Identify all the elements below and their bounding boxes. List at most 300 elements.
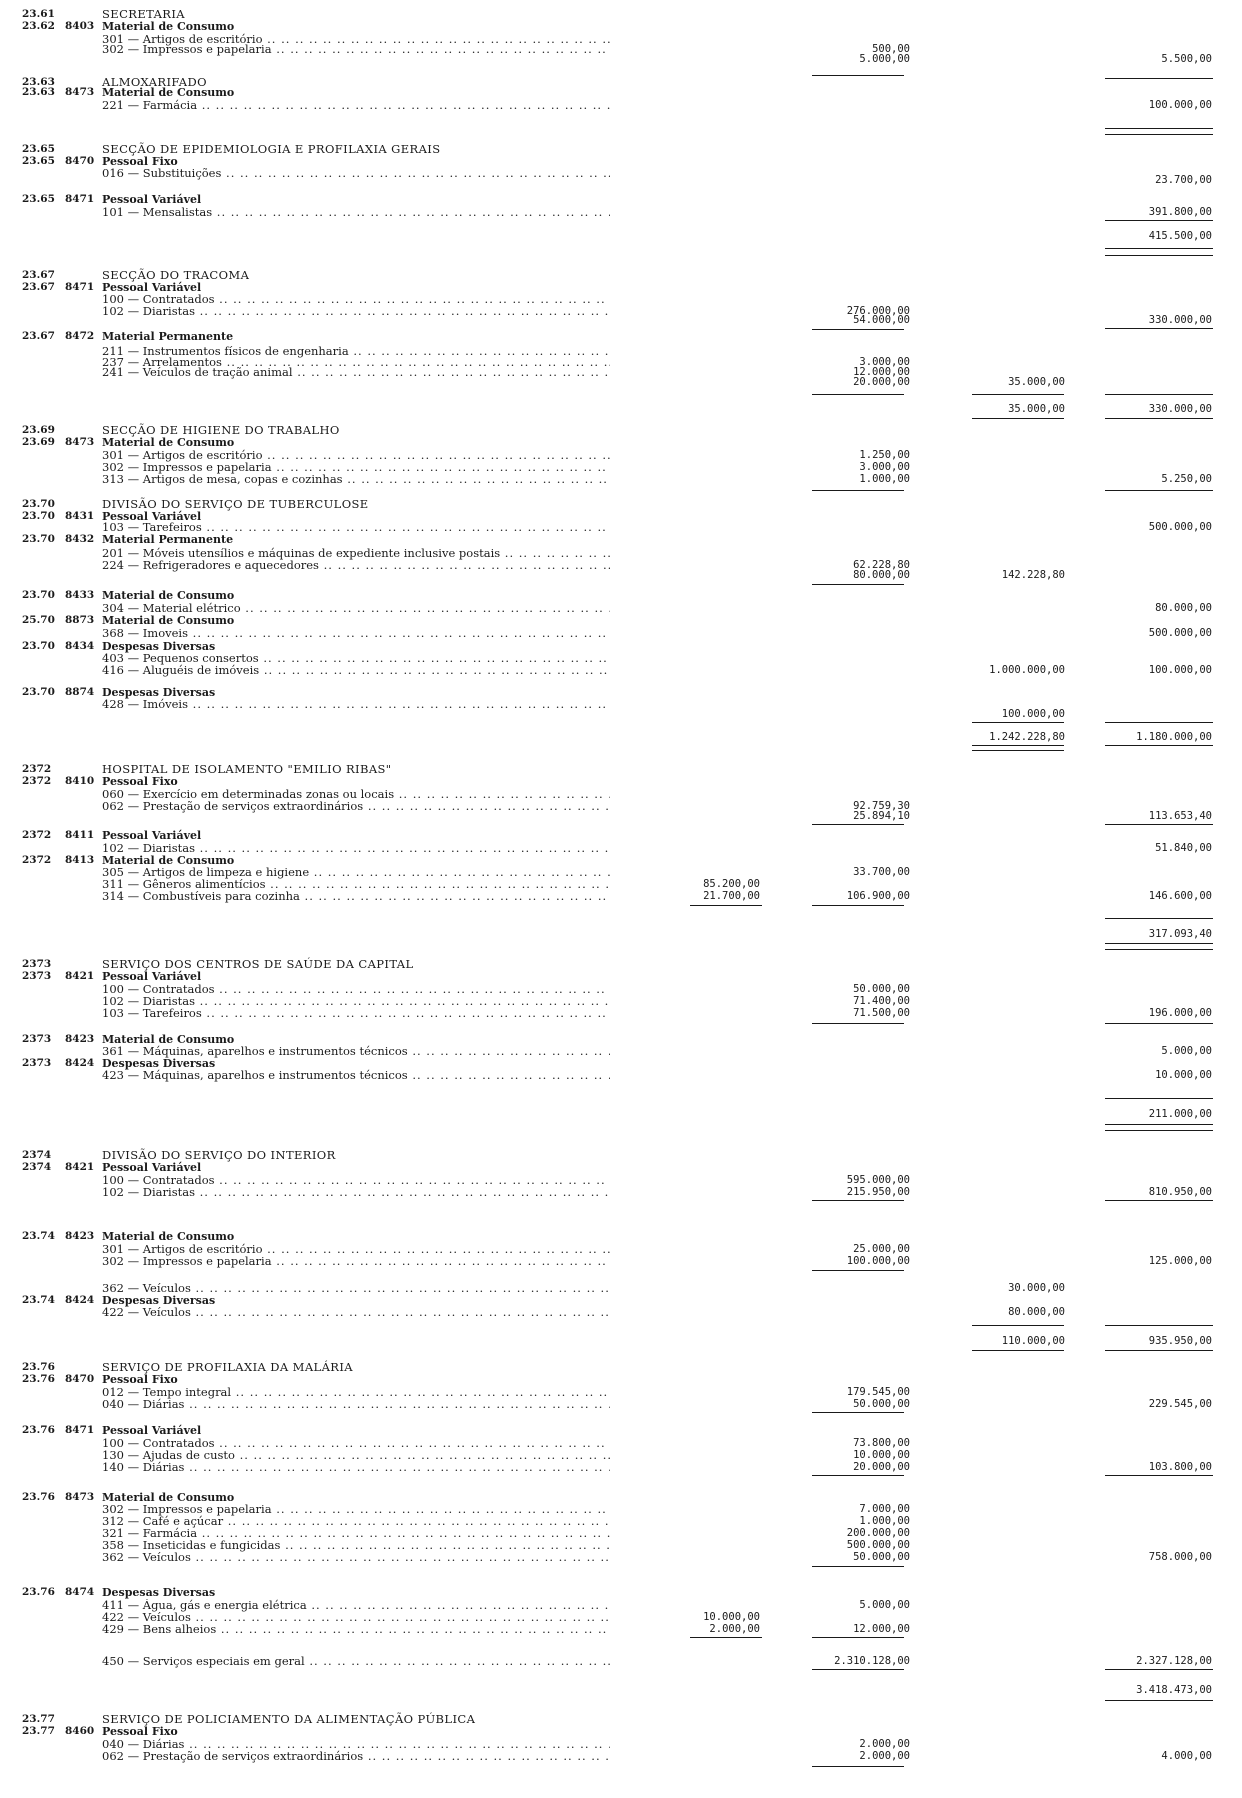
item-amount: 2.310.128,00 xyxy=(834,1655,910,1667)
section-title: SECRETARIA xyxy=(102,7,185,21)
line-item: 302 — Impressos e papelaria .. .. xyxy=(102,1255,610,1268)
item-amount: 500.000,00 xyxy=(846,1539,910,1551)
line-item: 304 — Material elétrico .. .. xyxy=(102,602,610,615)
element-code: 8413 xyxy=(65,854,95,866)
ledger-row xyxy=(0,99,1242,112)
ledger-row xyxy=(0,664,1242,677)
line-item: 428 — Imóveis .. .. xyxy=(102,698,610,711)
section-code: 23.65 xyxy=(22,143,55,155)
section-title: SECÇÃO DE EPIDEMIOLOGIA E PROFILAXIA GERAIS xyxy=(102,142,441,156)
section-code: 23.77 xyxy=(22,1725,55,1737)
line-item: 302 — Impressos e papelaria .. .. xyxy=(102,43,610,56)
ledger-row xyxy=(0,1255,1242,1268)
group-amount: 35.000,00 xyxy=(1008,403,1065,415)
category-heading: Material Permanente xyxy=(102,330,234,343)
section-title: SERVIÇO DOS CENTROS DE SAÚDE DA CAPITAL xyxy=(102,957,414,971)
total-amount: 5.000,00 xyxy=(1161,1045,1212,1057)
section-code: 23.70 xyxy=(22,498,55,510)
line-item: 102 — Diaristas .. .. xyxy=(102,995,610,1008)
section-code: 23.62 xyxy=(22,20,55,32)
line-item: 403 — Pequenos consertos .. .. xyxy=(102,652,610,665)
element-code: 8474 xyxy=(65,1586,95,1598)
category-heading: Material de Consumo xyxy=(102,1230,235,1243)
item-amount: 200.000,00 xyxy=(846,1527,910,1539)
category-heading: Pessoal Variável xyxy=(102,510,202,523)
group-amount: 80.000,00 xyxy=(1008,1306,1065,1318)
total-rule xyxy=(1105,1200,1213,1201)
ledger-row xyxy=(0,403,1242,416)
line-item: 314 — Combustíveis para cozinha .. .. xyxy=(102,890,610,903)
group-amount: 30.000,00 xyxy=(1008,1282,1065,1294)
item-amount: 3.000,00 xyxy=(859,461,910,473)
total-amount: 80.000,00 xyxy=(1155,602,1212,614)
line-item: 362 — Veículos .. .. xyxy=(102,1282,610,1295)
line-item: 301 — Artigos de escritório .. .. xyxy=(102,33,610,46)
ledger-row xyxy=(0,376,1242,389)
line-item: 103 — Tarefeiros .. .. xyxy=(102,1007,610,1020)
total-amount: 317.093,40 xyxy=(1148,928,1212,940)
total-rule xyxy=(812,329,904,330)
line-item: 062 — Prestação de serviços extraordinários .. .. xyxy=(102,1750,610,1763)
ledger-row xyxy=(0,589,1242,602)
section-code: 23.63 xyxy=(22,86,55,98)
ledger-row xyxy=(0,53,1242,66)
total-amount: 23.700,00 xyxy=(1155,174,1212,186)
section-code: 2373 xyxy=(22,1033,52,1045)
ledger-row xyxy=(0,1684,1242,1697)
item-amount: 71.500,00 xyxy=(853,1007,910,1019)
element-code: 8473 xyxy=(65,1491,95,1503)
line-item: 101 — Mensalistas .. .. xyxy=(102,206,610,219)
item-amount: 25.894,10 xyxy=(853,810,910,822)
line-item: 301 — Artigos de escritório .. .. xyxy=(102,1243,610,1256)
total-rule xyxy=(1105,134,1213,135)
line-item: 040 — Diárias .. .. xyxy=(102,1738,610,1751)
section-code: 23.76 xyxy=(22,1491,55,1503)
total-rule xyxy=(812,1023,904,1024)
element-code: 8411 xyxy=(65,829,95,841)
section-title: ALMOXARIFADO xyxy=(102,75,207,89)
element-code: 8432 xyxy=(65,533,95,545)
category-heading: Material de Consumo xyxy=(102,436,235,449)
item-amount: 5.000,00 xyxy=(859,1599,910,1611)
total-rule xyxy=(1105,1124,1213,1125)
total-amount: 758.000,00 xyxy=(1148,1551,1212,1563)
category-heading: Pessoal Variável xyxy=(102,1161,202,1174)
ledger-row xyxy=(0,731,1242,744)
item-amount: 2.000,00 xyxy=(859,1750,910,1762)
total-rule xyxy=(972,1325,1064,1326)
total-rule xyxy=(812,1475,904,1476)
section-code: 23.70 xyxy=(22,686,55,698)
line-item: 211 — Instrumentos físicos de engenharia .. .. xyxy=(102,345,610,358)
total-rule xyxy=(812,584,904,585)
total-rule xyxy=(1105,394,1213,395)
item-amount: 73.800,00 xyxy=(853,1437,910,1449)
section-title: HOSPITAL DE ISOLAMENTO "EMILIO RIBAS" xyxy=(102,762,392,776)
total-rule xyxy=(1105,220,1213,221)
group-amount: 1.242.228,80 xyxy=(989,731,1065,743)
total-rule xyxy=(1105,1023,1213,1024)
item-amount: 100.000,00 xyxy=(846,1255,910,1267)
total-amount: 500.000,00 xyxy=(1148,627,1212,639)
group-amount: 142.228,80 xyxy=(1001,569,1065,581)
line-item: 130 — Ajudas de custo .. .. xyxy=(102,1449,610,1462)
section-code: 23.76 xyxy=(22,1361,55,1373)
element-code: 8431 xyxy=(65,510,95,522)
category-heading: Despesas Diversas xyxy=(102,1294,216,1307)
category-heading: Despesas Diversas xyxy=(102,686,216,699)
total-rule xyxy=(1105,418,1213,419)
line-item: 102 — Diaristas .. .. xyxy=(102,842,610,855)
ledger-row xyxy=(0,230,1242,243)
line-item: 060 — Exercício em determinadas zonas ou locais .. .. xyxy=(102,788,610,801)
group-amount: 110.000,00 xyxy=(1001,1335,1065,1347)
element-code: 8423 xyxy=(65,1230,95,1242)
element-code: 8471 xyxy=(65,193,95,205)
item-amount: 50.000,00 xyxy=(853,983,910,995)
section-code: 23.70 xyxy=(22,510,55,522)
total-rule xyxy=(812,905,904,906)
section-code: 23.65 xyxy=(22,155,55,167)
total-rule xyxy=(812,1766,904,1767)
ledger-row xyxy=(0,473,1242,486)
category-heading: Pessoal Fixo xyxy=(102,155,178,168)
ledger-row xyxy=(0,206,1242,219)
section-code: 23.74 xyxy=(22,1294,55,1306)
item-amount: 10.000,00 xyxy=(853,1449,910,1461)
category-heading: Material Permanente xyxy=(102,533,234,546)
line-item: 368 — Imoveis .. .. xyxy=(102,627,610,640)
total-rule xyxy=(1105,328,1213,329)
element-code: 8471 xyxy=(65,1424,95,1436)
total-amount: 51.840,00 xyxy=(1155,842,1212,854)
ledger-row xyxy=(0,1108,1242,1121)
item-amount: 12.000,00 xyxy=(853,1623,910,1635)
section-code: 2374 xyxy=(22,1161,52,1173)
item-amount: 50.000,00 xyxy=(853,1398,910,1410)
ledger-row xyxy=(0,1655,1242,1668)
ledger-row xyxy=(0,829,1242,842)
sub-amount: 10.000,00 xyxy=(703,1611,760,1623)
total-rule xyxy=(1105,1130,1213,1131)
category-heading: Material de Consumo xyxy=(102,1033,235,1046)
line-item: 237 — Arrelamentos .. .. xyxy=(102,356,610,369)
total-rule xyxy=(1105,745,1213,746)
item-amount: 50.000,00 xyxy=(853,1551,910,1563)
line-item: 100 — Contratados .. .. xyxy=(102,983,610,996)
item-amount: 5.000,00 xyxy=(859,53,910,65)
element-code: 8403 xyxy=(65,20,95,32)
category-heading: Material de Consumo xyxy=(102,86,235,99)
line-item: 321 — Farmácia .. .. xyxy=(102,1527,610,1540)
total-amount: 330.000,00 xyxy=(1148,403,1212,415)
category-heading: Pessoal Variável xyxy=(102,829,202,842)
item-amount: 215.950,00 xyxy=(846,1186,910,1198)
ledger-row xyxy=(0,1186,1242,1199)
ledger-row xyxy=(0,1007,1242,1020)
line-item: 040 — Diárias .. .. xyxy=(102,1398,610,1411)
total-amount: 100.000,00 xyxy=(1148,664,1212,676)
item-amount: 1.250,00 xyxy=(859,449,910,461)
ledger-row xyxy=(0,1373,1242,1386)
total-rule xyxy=(812,1566,904,1567)
total-rule xyxy=(812,1669,904,1670)
total-amount: 5.250,00 xyxy=(1161,473,1212,485)
item-amount: 80.000,00 xyxy=(853,569,910,581)
total-rule xyxy=(972,394,1064,395)
total-amount: 391.800,00 xyxy=(1148,206,1212,218)
line-item: 312 — Café e açúcar .. .. xyxy=(102,1515,610,1528)
section-code: 2372 xyxy=(22,829,52,841)
element-code: 8874 xyxy=(65,686,95,698)
ledger-row xyxy=(0,1335,1242,1348)
total-amount: 100.000,00 xyxy=(1148,99,1212,111)
total-rule xyxy=(812,1412,904,1413)
category-heading: Pessoal Fixo xyxy=(102,1725,178,1738)
total-rule xyxy=(1105,1325,1213,1326)
section-code: 2373 xyxy=(22,970,52,982)
total-amount: 103.800,00 xyxy=(1148,1461,1212,1473)
section-code: 2372 xyxy=(22,775,52,787)
ledger-row xyxy=(0,890,1242,903)
ledger-row xyxy=(0,1586,1242,1599)
section-code: 23.76 xyxy=(22,1586,55,1598)
section-code: 23.77 xyxy=(22,1713,55,1725)
ledger-row xyxy=(0,970,1242,983)
group-amount: 100.000,00 xyxy=(1001,708,1065,720)
element-code: 8460 xyxy=(65,1725,95,1737)
section-code: 2374 xyxy=(22,1149,52,1161)
line-item: 016 — Substituições .. .. xyxy=(102,167,610,180)
element-code: 8471 xyxy=(65,281,95,293)
total-amount: 211.000,00 xyxy=(1148,1108,1212,1120)
line-item: 450 — Serviços especiais em geral .. .. xyxy=(102,1655,610,1668)
line-item: 361 — Máquinas, aparelhos e instrumentos técnicos .. .. xyxy=(102,1045,610,1058)
item-amount: 20.000,00 xyxy=(853,376,910,388)
section-code: 23.63 xyxy=(22,76,55,88)
item-amount: 500,00 xyxy=(872,43,910,55)
line-item: 305 — Artigos de limpeza e higiene .. .. xyxy=(102,866,610,879)
element-code: 8470 xyxy=(65,1373,95,1385)
item-amount: 106.900,00 xyxy=(846,890,910,902)
line-item: 100 — Contratados .. .. xyxy=(102,1437,610,1450)
ledger-row xyxy=(0,614,1242,627)
item-amount: 25.000,00 xyxy=(853,1243,910,1255)
total-amount: 146.600,00 xyxy=(1148,890,1212,902)
ledger-row xyxy=(0,86,1242,99)
line-item: 224 — Refrigeradores e aquecedores .. .. xyxy=(102,559,610,572)
total-amount: 330.000,00 xyxy=(1148,314,1212,326)
total-rule xyxy=(1105,1669,1213,1670)
sub-amount: 21.700,00 xyxy=(703,890,760,902)
total-rule xyxy=(972,722,1064,723)
element-code: 8423 xyxy=(65,1033,95,1045)
category-heading: Material de Consumo xyxy=(102,589,235,602)
ledger-row xyxy=(0,810,1242,823)
item-amount: 1.000,00 xyxy=(859,473,910,485)
category-heading: Pessoal Variável xyxy=(102,970,202,983)
ledger-row xyxy=(0,174,1242,187)
section-code: 2372 xyxy=(22,763,52,775)
line-item: 062 — Prestação de serviços extraordinários .. .. xyxy=(102,800,610,813)
item-amount: 54.000,00 xyxy=(853,314,910,326)
total-rule xyxy=(972,750,1064,751)
section-code: 25.70 xyxy=(22,614,55,626)
total-amount: 3.418.473,00 xyxy=(1136,1684,1212,1696)
line-item: 102 — Diaristas .. .. xyxy=(102,1186,610,1199)
total-rule xyxy=(972,418,1064,419)
total-amount: 5.500,00 xyxy=(1161,53,1212,65)
sub-amount: 85.200,00 xyxy=(703,878,760,890)
element-code: 8421 xyxy=(65,1161,95,1173)
section-title: SERVIÇO DE POLICIAMENTO DA ALIMENTAÇÃO PÚBLICA xyxy=(102,1712,476,1726)
total-amount: 4.000,00 xyxy=(1161,1750,1212,1762)
section-code: 2373 xyxy=(22,1057,52,1069)
total-rule xyxy=(812,394,904,395)
line-item: 302 — Impressos e papelaria .. .. xyxy=(102,461,610,474)
category-heading: Despesas Diversas xyxy=(102,1057,216,1070)
total-rule xyxy=(812,1270,904,1271)
element-code: 8473 xyxy=(65,86,95,98)
ledger-row xyxy=(0,1725,1242,1738)
ledger-row xyxy=(0,928,1242,941)
ledger-row xyxy=(0,1069,1242,1082)
total-amount: 2.327.128,00 xyxy=(1136,1655,1212,1667)
element-code: 8472 xyxy=(65,330,95,342)
ledger-row xyxy=(0,1461,1242,1474)
element-code: 8421 xyxy=(65,970,95,982)
total-amount: 500.000,00 xyxy=(1148,521,1212,533)
line-item: 362 — Veículos .. .. xyxy=(102,1551,610,1564)
section-code: 23.76 xyxy=(22,1424,55,1436)
category-heading: Pessoal Fixo xyxy=(102,1373,178,1386)
line-item: 422 — Veículos .. .. xyxy=(102,1611,610,1624)
line-item: 201 — Móveis utensílios e máquinas de expediente inclusive postais .. .. xyxy=(102,547,610,560)
section-title: SECÇÃO DO TRACOMA xyxy=(102,268,250,282)
line-item: 241 — Veículos de tração animal .. .. xyxy=(102,366,610,379)
ledger-row xyxy=(0,193,1242,206)
section-code: 23.67 xyxy=(22,330,55,342)
category-heading: Pessoal Variável xyxy=(102,193,202,206)
element-code: 8424 xyxy=(65,1294,95,1306)
total-amount: 415.500,00 xyxy=(1148,230,1212,242)
total-amount: 113.653,40 xyxy=(1148,810,1212,822)
section-title: DIVISÃO DO SERVIÇO DO INTERIOR xyxy=(102,1148,336,1162)
ledger-row xyxy=(0,775,1242,788)
total-rule xyxy=(1105,78,1213,79)
section-code: 23.61 xyxy=(22,8,55,20)
total-rule xyxy=(1105,1475,1213,1476)
total-rule xyxy=(812,1200,904,1201)
section-code: 23.76 xyxy=(22,1373,55,1385)
group-amount: 1.000.000,00 xyxy=(989,664,1065,676)
category-heading: Material de Consumo xyxy=(102,614,235,627)
total-rule xyxy=(1105,1350,1213,1351)
section-code: 2373 xyxy=(22,958,52,970)
line-item: 140 — Diárias .. .. xyxy=(102,1461,610,1474)
total-rule xyxy=(1105,1700,1213,1701)
section-code: 23.69 xyxy=(22,436,55,448)
section-code: 23.70 xyxy=(22,533,55,545)
item-amount: 33.700,00 xyxy=(853,866,910,878)
section-code: 23.65 xyxy=(22,193,55,205)
ledger-row xyxy=(0,627,1242,640)
line-item: 411 — Água, gás e energia elétrica .. .. xyxy=(102,1599,610,1612)
line-item: 100 — Contratados .. .. xyxy=(102,1174,610,1187)
ledger-row xyxy=(0,436,1242,449)
total-rule xyxy=(972,745,1064,746)
ledger-row xyxy=(0,1306,1242,1319)
item-amount: 1.000,00 xyxy=(859,1515,910,1527)
category-heading: Material de Consumo xyxy=(102,20,235,33)
category-heading: Despesas Diversas xyxy=(102,640,216,653)
total-amount: 125.000,00 xyxy=(1148,1255,1212,1267)
line-item: 012 — Tempo integral .. .. xyxy=(102,1386,610,1399)
section-code: 23.70 xyxy=(22,589,55,601)
item-amount: 62.228,80 xyxy=(853,559,910,571)
total-amount: 1.180.000,00 xyxy=(1136,731,1212,743)
section-code: 23.74 xyxy=(22,1230,55,1242)
line-item: 416 — Aluguéis de imóveis .. .. xyxy=(102,664,610,677)
ledger-row xyxy=(0,1750,1242,1763)
item-amount: 595.000,00 xyxy=(846,1174,910,1186)
section-code: 23.69 xyxy=(22,424,55,436)
element-code: 8873 xyxy=(65,614,95,626)
section-code: 23.67 xyxy=(22,269,55,281)
line-item: 422 — Veículos .. .. xyxy=(102,1306,610,1319)
total-rule xyxy=(1105,943,1213,944)
line-item: 103 — Tarefeiros .. .. xyxy=(102,521,610,534)
total-amount: 935.950,00 xyxy=(1148,1335,1212,1347)
line-item: 313 — Artigos de mesa, copas e cozinhas .. .. xyxy=(102,473,610,486)
ledger-row xyxy=(0,1623,1242,1636)
section-code: 2372 xyxy=(22,854,52,866)
ledger-row xyxy=(0,533,1242,546)
total-amount: 196.000,00 xyxy=(1148,1007,1212,1019)
line-item: 301 — Artigos de escritório .. .. xyxy=(102,449,610,462)
total-rule xyxy=(1105,824,1213,825)
line-item: 358 — Inseticidas e fungicidas .. .. xyxy=(102,1539,610,1552)
total-rule xyxy=(690,905,762,906)
total-amount: 10.000,00 xyxy=(1155,1069,1212,1081)
ledger-row xyxy=(0,708,1242,721)
line-item: 311 — Gêneros alimentícios .. .. xyxy=(102,878,610,891)
element-code: 8433 xyxy=(65,589,95,601)
item-amount: 20.000,00 xyxy=(853,1461,910,1473)
total-rule xyxy=(1105,255,1213,256)
total-rule xyxy=(690,1637,762,1638)
ledger-row xyxy=(0,20,1242,33)
category-heading: Material de Consumo xyxy=(102,854,235,867)
item-amount: 276.000,00 xyxy=(846,305,910,317)
group-amount: 35.000,00 xyxy=(1008,376,1065,388)
ledger-row xyxy=(0,314,1242,327)
line-item: 423 — Máquinas, aparelhos e instrumentos técnicos .. .. xyxy=(102,1069,610,1082)
item-amount: 12.000,00 xyxy=(853,366,910,378)
section-title: SECÇÃO DE HIGIENE DO TRABALHO xyxy=(102,423,340,437)
total-rule xyxy=(1105,128,1213,129)
section-title: SERVIÇO DE PROFILAXIA DA MALÁRIA xyxy=(102,1360,354,1374)
item-amount: 179.545,00 xyxy=(846,1386,910,1398)
line-item: 302 — Impressos e papelaria .. .. xyxy=(102,1503,610,1516)
total-rule xyxy=(812,490,904,491)
category-heading: Pessoal Fixo xyxy=(102,775,178,788)
element-code: 8434 xyxy=(65,640,95,652)
item-amount: 7.000,00 xyxy=(859,1503,910,1515)
element-code: 8470 xyxy=(65,155,95,167)
category-heading: Despesas Diversas xyxy=(102,1586,216,1599)
